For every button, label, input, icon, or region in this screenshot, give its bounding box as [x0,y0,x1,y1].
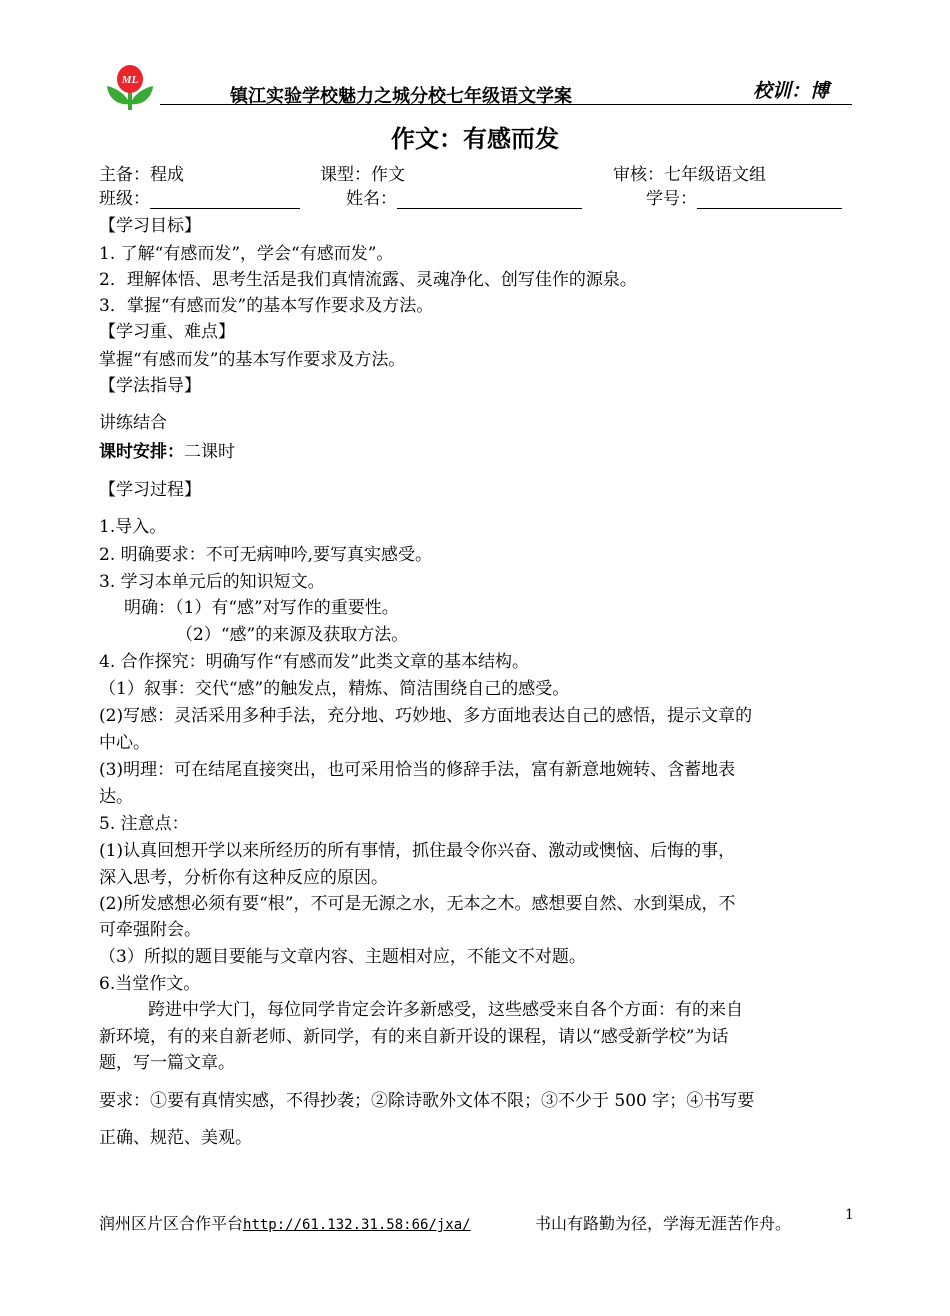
body-line: 新环境，有的来自新老师、新同学，有的来自新开设的课程，请以“感受新学校”为话 [99,1027,729,1047]
body-line: 掌握“有感而发”的基本写作要求及方法。 [99,350,406,370]
body-line: (3)明理：可在结尾直接突出，也可采用恰当的修辞手法，富有新意地婉转、含蓄地表 [99,760,736,780]
body-line: 4. 合作探究：明确写作“有感而发”此类文章的基本结构。 [99,652,530,672]
footer-slogan: 书山有路勤为径，学海无涯苦作舟。 [535,1214,792,1233]
body-line: 明确：（1）有“感”对写作的重要性。 [124,598,399,618]
student-id-label: 学号： [646,189,697,209]
footer-platform [99,1211,471,1234]
name-label: 姓名： [346,189,397,209]
school-logo-icon [104,62,156,114]
body-line: 正确、规范、美观。 [99,1128,252,1148]
body-line: 1. 了解“有感而发”，学会“有感而发”。 [99,244,394,264]
section-heading: 【学习目标】 [99,216,201,236]
body-line: (1)认真回想开学以来所经历的所有事情，抓住最令你兴奋、激动或懊恼、后悔的事， [99,841,736,861]
page-title: 作文：有感而发 [391,124,559,153]
class-label: 班级： [99,189,150,209]
body-line: 1.导入。 [99,517,167,537]
svg-text:ML: ML [121,74,139,86]
body-line: 深入思考，分析你有这种反应的原因。 [99,868,388,888]
body-line: 可牵强附会。 [99,920,201,940]
section-heading: 【学法指导】 [99,376,201,396]
body-line: (2)写感：灵活采用多种手法，充分地、巧妙地、多方面地表达自己的感悟，提示文章的 [99,706,753,726]
body-line: 讲练结合 [99,413,167,433]
body-line: 要求：①要有真情实感，不得抄袭；②除诗歌外文体不限；③不少于 500 字；④书写要 [99,1091,755,1111]
student-id-blank[interactable] [697,190,842,209]
footer-url-link[interactable]: http://61.132.31.58:66/jxa/ [243,1217,471,1233]
body-line: 3．掌握“有感而发”的基本写作要求及方法。 [99,296,434,316]
student-id-field [646,184,842,209]
body-line: 5. 注意点： [99,814,189,834]
schedule-value: 二课时 [184,442,235,462]
editor-info: 主备：程成 [99,165,184,185]
body-line: 2．理解体悟、思考生活是我们真情流露、灵魂净化、创写佳作的源泉。 [99,270,637,290]
section-heading: 【学习过程】 [99,480,201,500]
header-title: 镇江实验学校魅力之城分校七年级语文学案 [230,86,572,107]
name-field [346,184,582,209]
body-line: （1）叙事：交代“感”的触发点，精炼、简洁围绕自己的感受。 [99,679,570,699]
reviewer-info: 审核：七年级语文组 [613,165,766,185]
body-line: 达。 [99,787,133,807]
footer-platform-label: 润州区片区合作平台 [99,1214,244,1233]
body-line: 6.当堂作文。 [99,974,201,994]
section-heading: 【学习重、难点】 [99,322,235,342]
class-field [99,184,300,209]
schedule-label: 课时安排： [99,442,184,462]
header-divider [160,104,852,105]
body-line: 中心。 [99,733,150,753]
body-line: （3）所拟的题目要能与文章内容、主题相对应，不能文不对题。 [99,947,586,967]
body-line: 2. 明确要求：不可无病呻吟,要写真实感受。 [99,545,433,565]
body-line: （2）“感”的来源及获取方法。 [176,625,409,645]
body-line: 题，写一篇文章。 [99,1053,235,1073]
body-line: (2)所发感想必须有要“根”，不可是无源之水，无本之木。感想要自然、水到渠成，不 [99,894,736,914]
body-line: 跨进中学大门，每位同学肯定会许多新感受，这些感受来自各个方面：有的来自 [148,1000,743,1020]
page-number: 1 [845,1207,854,1223]
school-motto: 校训：博 [753,80,830,102]
body-line: 3. 学习本单元后的知识短文。 [99,572,325,592]
lesson-type: 课型：作文 [320,165,405,185]
class-blank[interactable] [150,190,300,209]
name-blank[interactable] [397,190,582,209]
schedule-line [99,441,235,463]
